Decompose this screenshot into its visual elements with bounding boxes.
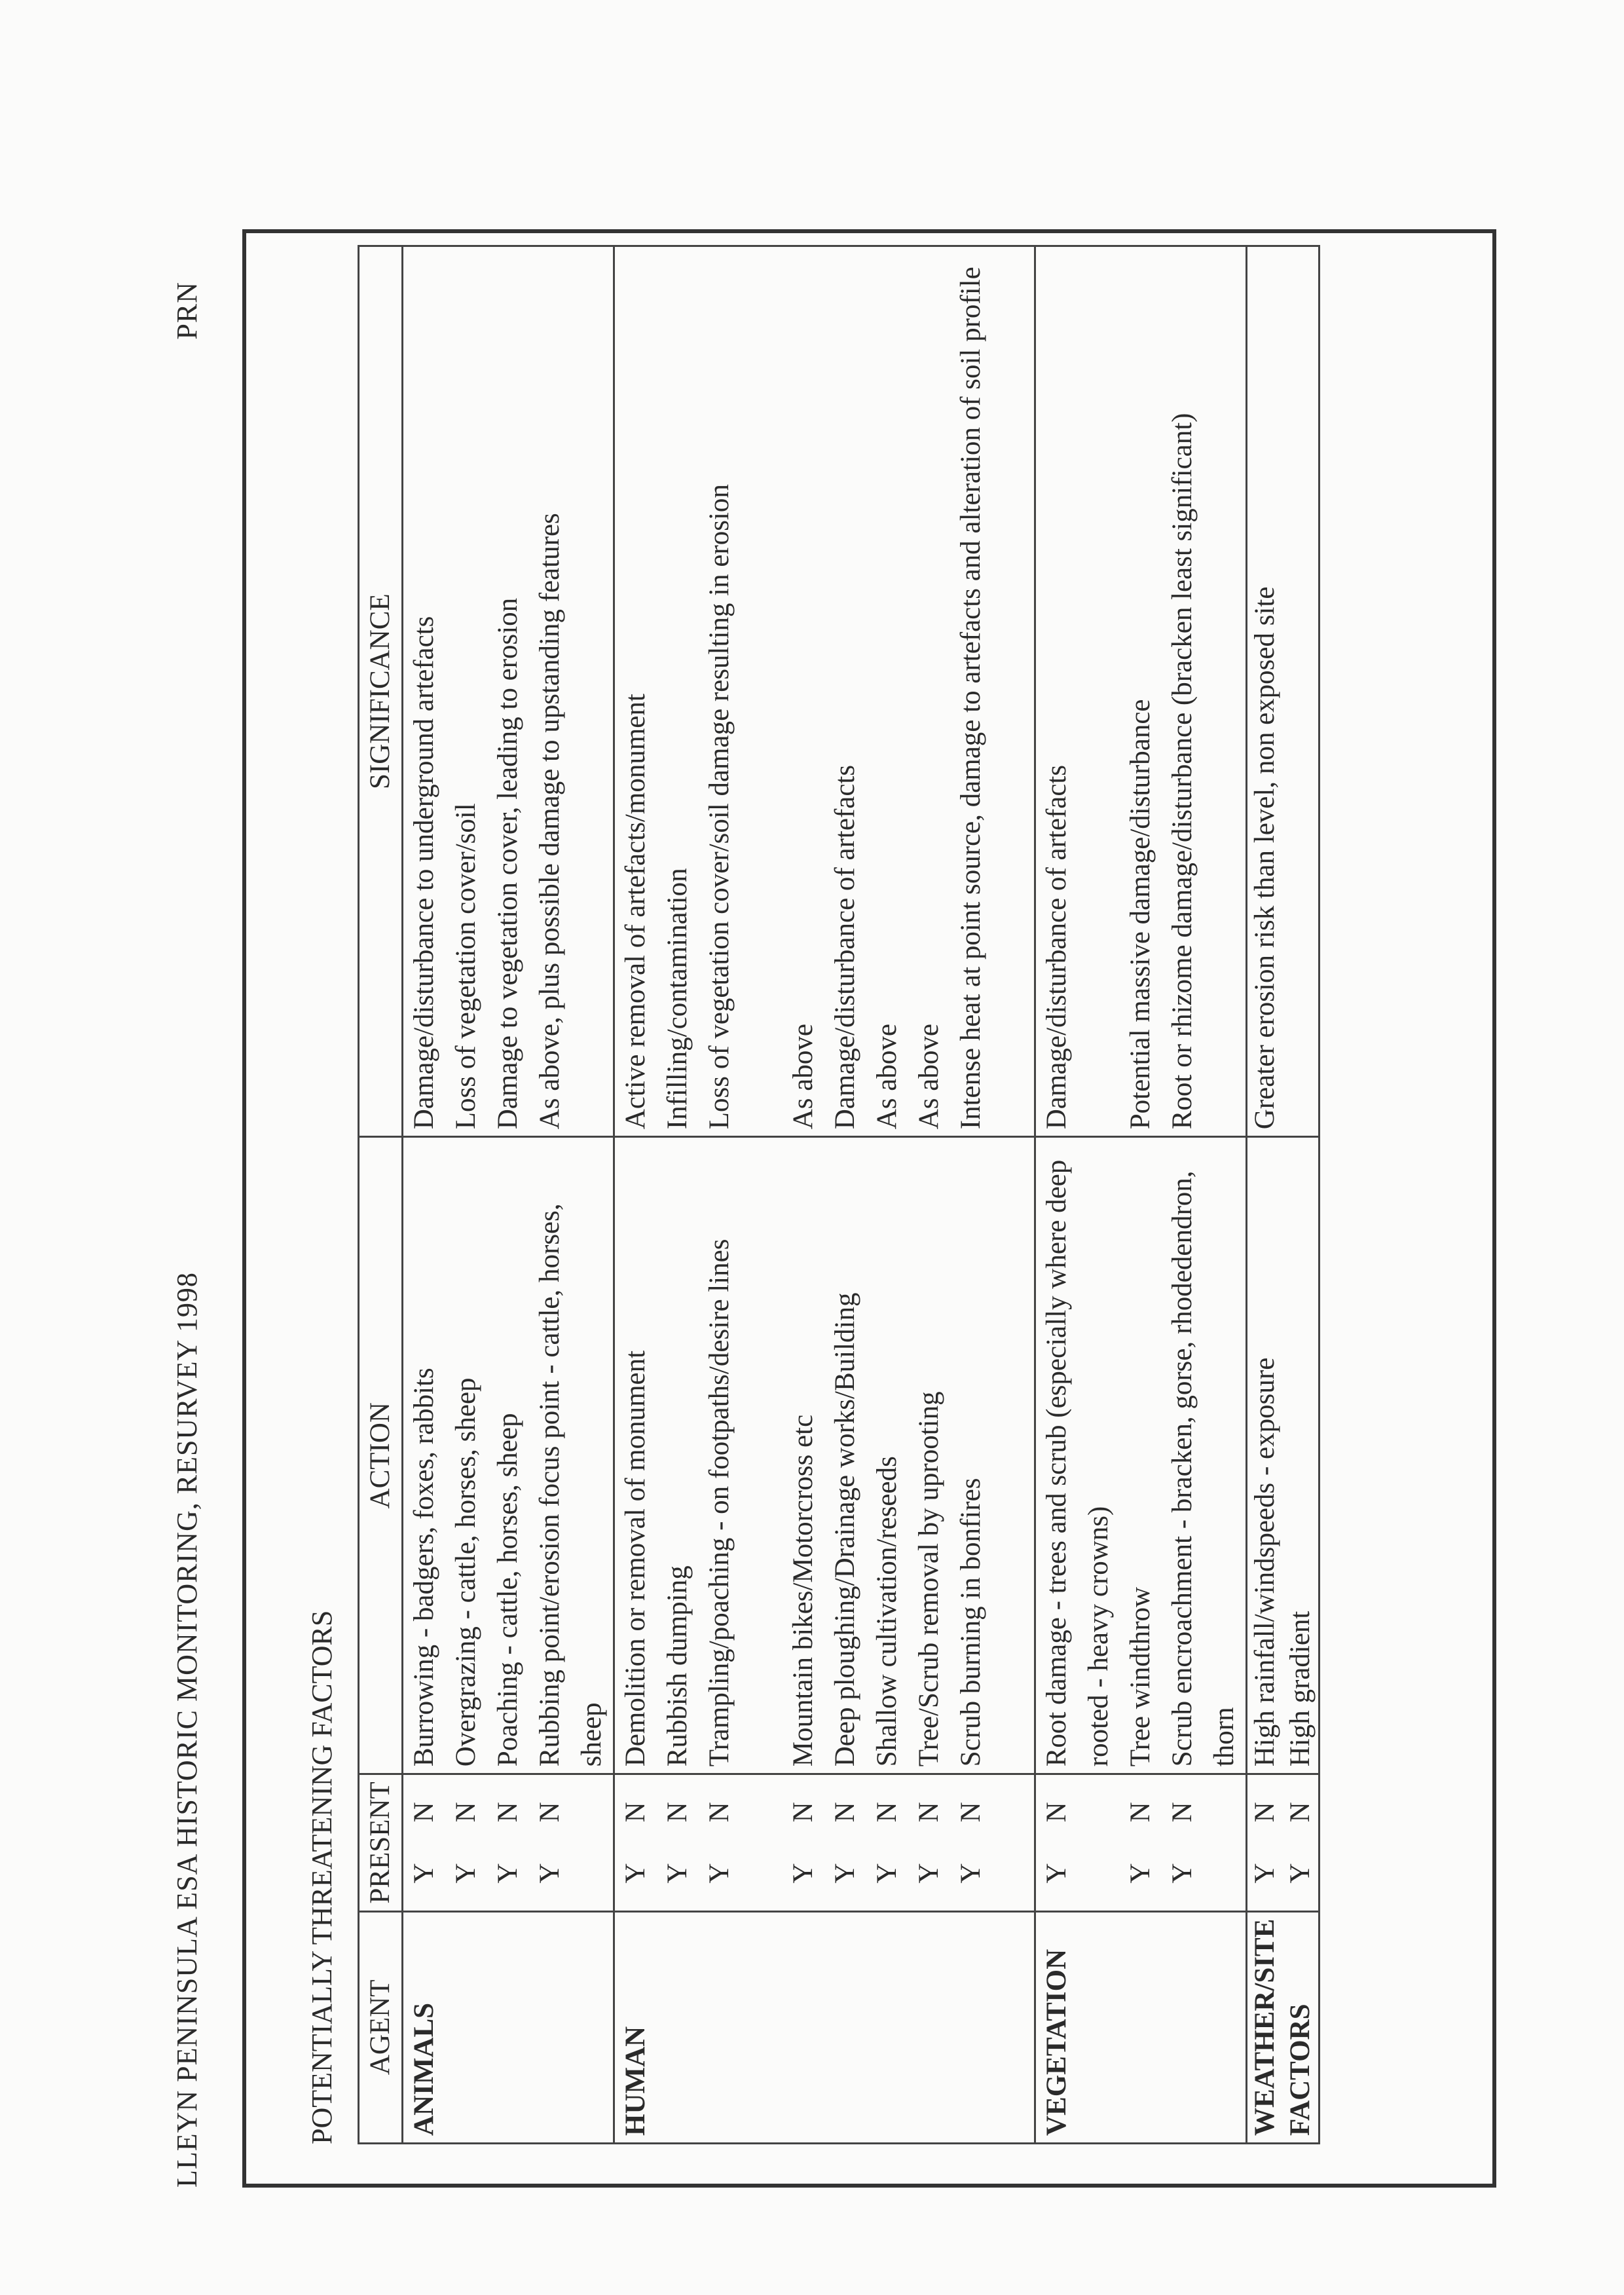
- no-mark: N: [955, 1802, 986, 1823]
- agent-cell: HUMAN: [614, 1911, 1035, 2143]
- yes-mark: Y: [1125, 1863, 1156, 1884]
- yes-mark: Y: [662, 1863, 693, 1884]
- significance-text: Root or rhizome damage/disturbance (bracken least significant): [1167, 413, 1198, 1130]
- rotated-page: [157, 183, 1545, 2188]
- significance-text: Greater erosion risk than level, non exposed site: [1249, 586, 1280, 1130]
- group-human: [614, 246, 1035, 2144]
- yes-mark: Y: [955, 1863, 986, 1884]
- action-text: Trampling/poaching - on footpaths/desire lines: [704, 1239, 735, 1767]
- group-weather-site: [1247, 246, 1320, 2144]
- table-row: [1035, 246, 1247, 2144]
- no-mark: N: [830, 1802, 860, 1823]
- significance-text: Intense heat at point source, damage to artefacts and alteration of soil profile: [955, 267, 986, 1130]
- action-text: Tree windthrow: [1125, 1586, 1156, 1767]
- agent-cell: VEGETATION: [1035, 1911, 1247, 2143]
- no-mark: N: [1041, 1802, 1072, 1823]
- no-mark: N: [913, 1802, 944, 1823]
- prn-label: PRN: [171, 282, 203, 340]
- yes-mark: Y: [534, 1863, 565, 1884]
- significance-cell: [1035, 246, 1247, 1137]
- significance-text: Damage/disturbance to underground artefacts: [409, 616, 439, 1130]
- present-cell: [403, 1774, 614, 1911]
- no-mark: N: [662, 1802, 693, 1823]
- action-cell: [1035, 1137, 1247, 1774]
- significance-cell: [1247, 246, 1320, 1137]
- action-text: Rubbish dumping: [662, 1565, 693, 1767]
- yes-mark: Y: [1249, 1863, 1280, 1884]
- yes-mark: Y: [451, 1863, 481, 1884]
- table-row: [1247, 246, 1320, 2144]
- significance-text: Loss of vegetation cover/soil: [451, 803, 481, 1130]
- no-mark: N: [409, 1802, 439, 1823]
- significance-text: Loss of vegetation cover/soil damage resulting in erosion: [704, 484, 735, 1130]
- action-text: Scrub burning in bonfires: [955, 1478, 986, 1767]
- significance-text: Active removal of artefacts/monument: [620, 694, 651, 1130]
- action-cell: [614, 1137, 1035, 1774]
- action-text: Tree/Scrub removal by uprooting: [913, 1391, 944, 1767]
- table-caption: POTENTIALLY THREATENING FACTORS: [306, 1610, 338, 2144]
- yes-mark: Y: [1041, 1863, 1072, 1884]
- action-text: Overgrazing - cattle, horses, sheep: [451, 1377, 481, 1767]
- no-mark: N: [451, 1802, 481, 1823]
- document-title: LLEYN PENINSULA ESA HISTORIC MONITORING, RESURVEY 1998: [171, 1272, 203, 2188]
- action-text: Deep ploughing/Drainage works/Building: [830, 1292, 860, 1767]
- table-row: [403, 246, 614, 2144]
- significance-text: Damage/disturbance of artefacts: [1041, 764, 1072, 1130]
- action-text: Burrowing - badgers, foxes, rabbits: [409, 1368, 439, 1767]
- action-text: High rainfall/windspeeds - exposure: [1249, 1357, 1280, 1767]
- present-cell: [1035, 1774, 1247, 1911]
- no-mark: N: [788, 1802, 819, 1823]
- significance-text: As above: [788, 1024, 819, 1130]
- significance-cell: [614, 246, 1035, 1137]
- yes-mark: Y: [492, 1863, 523, 1884]
- action-text: Rubbing point/erosion focus point - cattle, horses, sheep: [534, 1203, 607, 1767]
- yes-mark: Y: [620, 1863, 651, 1884]
- significance-text: Infilling/contamination: [662, 868, 693, 1130]
- yes-mark: Y: [872, 1863, 902, 1884]
- agent-cell: WEATHER/SITE FACTORS: [1247, 1911, 1320, 2143]
- no-mark: N: [1285, 1802, 1316, 1823]
- action-cell: [1247, 1137, 1320, 1774]
- agent-cell: ANIMALS: [403, 1911, 614, 2143]
- col-significance: SIGNIFICANCE: [359, 246, 403, 1137]
- yes-mark: Y: [1285, 1863, 1316, 1884]
- action-text: Root damage - trees and scrub (especially where deep rooted - heavy crowns): [1041, 1159, 1114, 1767]
- present-cell: [614, 1774, 1035, 1911]
- no-mark: N: [872, 1802, 902, 1823]
- significance-text: Damage/disturbance of artefacts: [830, 764, 860, 1130]
- no-mark: N: [1167, 1802, 1198, 1823]
- col-present: PRESENT: [359, 1774, 403, 1911]
- yes-mark: Y: [704, 1863, 735, 1884]
- action-text: Shallow cultivation/reseeds: [872, 1456, 902, 1767]
- no-mark: N: [620, 1802, 651, 1823]
- no-mark: N: [704, 1802, 735, 1823]
- yes-mark: Y: [830, 1863, 860, 1884]
- significance-text: As above: [872, 1024, 902, 1130]
- significance-text: As above, plus possible damage to upstanding features: [534, 513, 565, 1130]
- action-text: Demolition or removal of monument: [620, 1350, 651, 1767]
- action-text: Scrub encroachment - bracken, gorse, rhodedendron, thorn: [1167, 1170, 1240, 1767]
- significance-text: Potential massive damage/disturbance: [1125, 699, 1156, 1130]
- yes-mark: Y: [1167, 1863, 1198, 1884]
- action-text: Poaching - cattle, horses, sheep: [492, 1413, 523, 1767]
- no-mark: N: [1125, 1802, 1156, 1823]
- table-header-row: [359, 246, 403, 2144]
- no-mark: N: [492, 1802, 523, 1823]
- present-cell: [1247, 1774, 1320, 1911]
- no-mark: N: [534, 1802, 565, 1823]
- action-text: High gradient: [1285, 1611, 1316, 1767]
- yes-mark: Y: [409, 1863, 439, 1884]
- significance-text: Damage to vegetation cover, leading to erosion: [492, 597, 523, 1130]
- threatening-factors-table: [358, 245, 1320, 2144]
- group-vegetation: [1035, 246, 1247, 2144]
- yes-mark: Y: [788, 1863, 819, 1884]
- significance-cell: [403, 246, 614, 1137]
- significance-text: As above: [913, 1024, 944, 1130]
- table-row: [614, 246, 1035, 2144]
- col-agent: AGENT: [359, 1911, 403, 2143]
- group-animals: [403, 246, 614, 2144]
- action-text: Mountain bikes/Motorcross etc: [788, 1414, 819, 1767]
- col-action: ACTION: [359, 1137, 403, 1774]
- table-frame: [242, 229, 1496, 2188]
- action-cell: [403, 1137, 614, 1774]
- no-mark: N: [1249, 1802, 1280, 1823]
- yes-mark: Y: [913, 1863, 944, 1884]
